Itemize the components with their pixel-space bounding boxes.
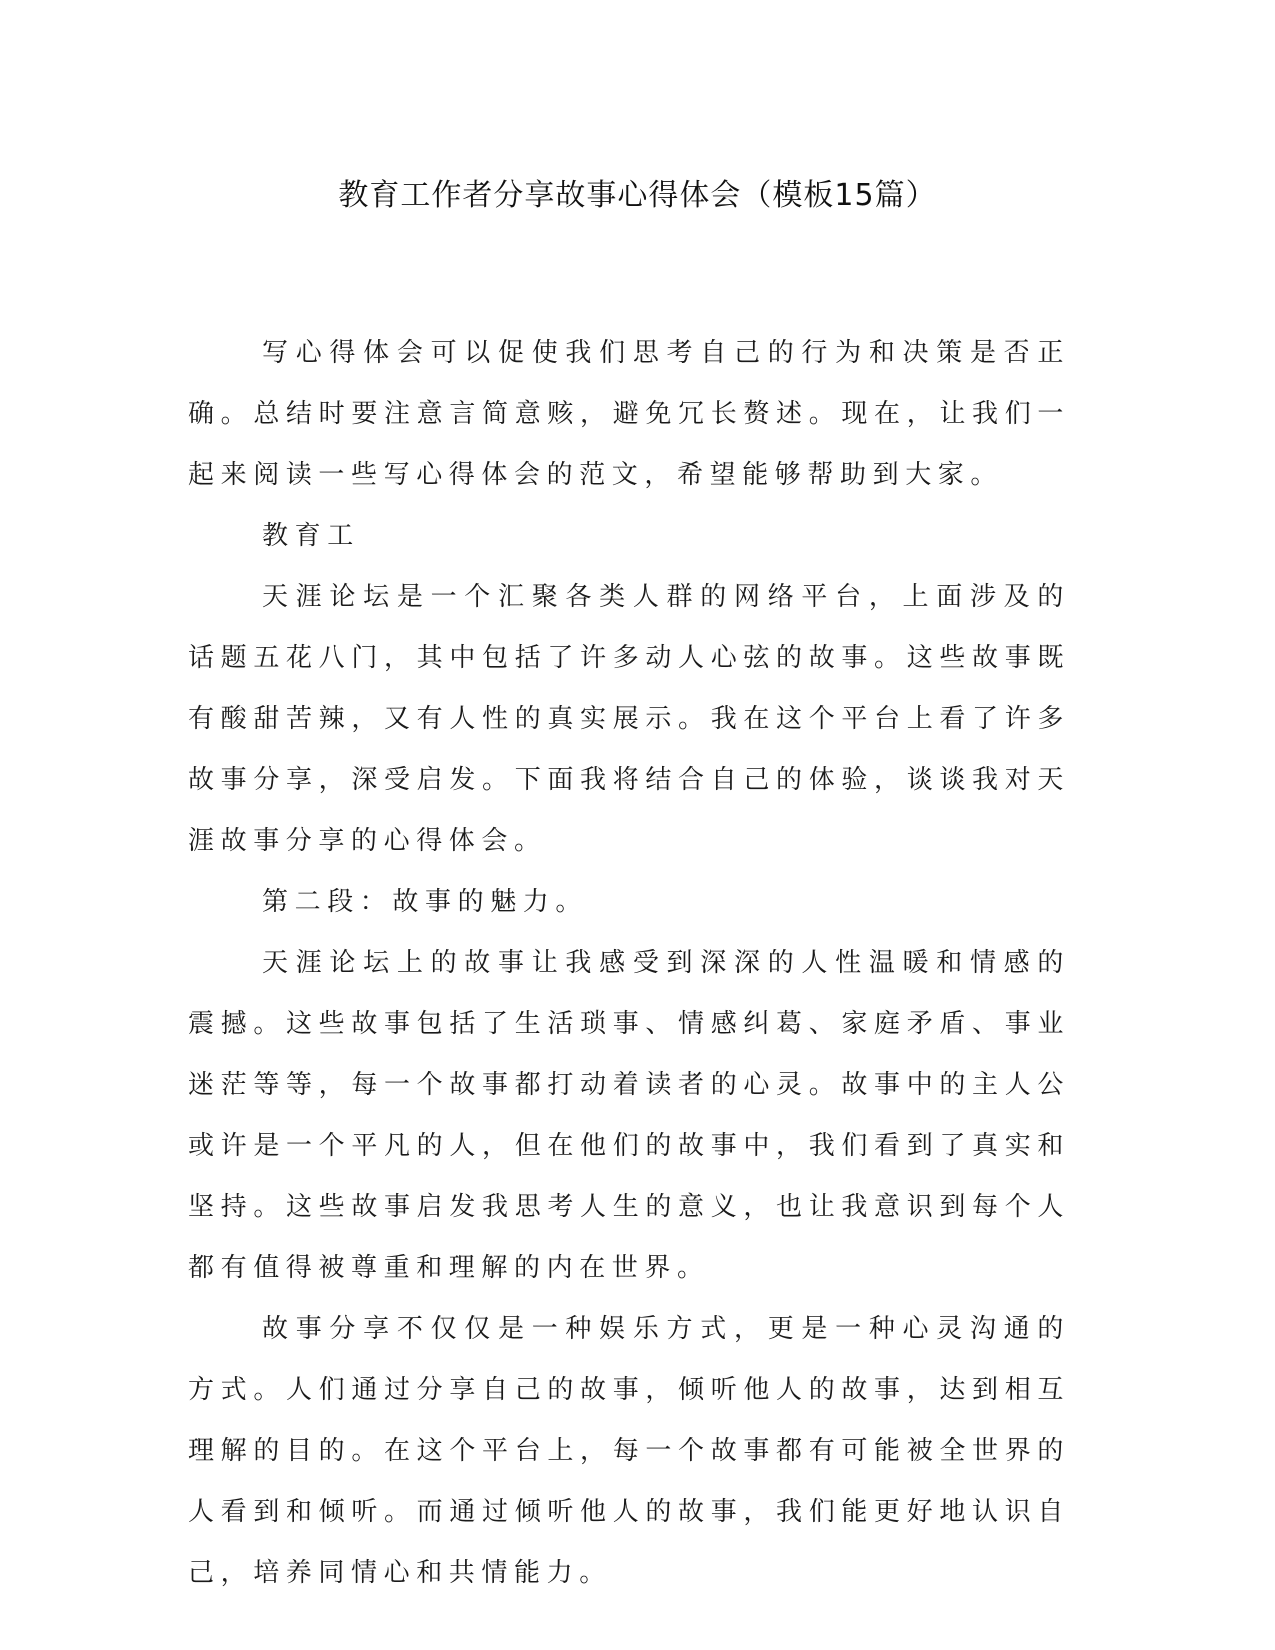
paragraph-section-two-heading: 第二段：故事的魅力。 — [262, 887, 589, 917]
paragraph-heading-fragment: 教育工 — [262, 521, 360, 551]
paragraph-intro: 写心得体会可以促使我们思考自己的行为和决策是否正确。总结时要注意言简意赅，避免冗长赘述。现在，让我们一起来阅读一些写心得体会的范文，希望能够帮助到大家。 — [188, 338, 1070, 490]
paragraph-tianya-intro: 天涯论坛是一个汇聚各类人群的网络平台，上面涉及的话题五花八门，其中包括了许多动人心弦的故事。这些故事既有酸甜苦辣，又有人性的真实展示。我在这个平台上看了许多故事分享，深受启发。下面我将结合自己的体验，谈谈我对天涯故事分享的心得体会。 — [188, 582, 1070, 856]
document-body — [188, 323, 1070, 1604]
paragraph-story-sharing: 故事分享不仅仅是一种娱乐方式，更是一种心灵沟通的方式。人们通过分享自己的故事，倾听他人的故事，达到相互理解的目的。在这个平台上，每一个故事都有可能被全世界的人看到和倾听。而通过倾听他人的故事，我们能更好地认识自己，培养同情心和共情能力。 — [188, 1314, 1070, 1588]
document-title: 教育工作者分享故事心得体会（模板15篇） — [338, 178, 937, 213]
paragraph-story-charm: 天涯论坛上的故事让我感受到深深的人性温暖和情感的震撼。这些故事包括了生活琐事、情感纠葛、家庭矛盾、事业迷茫等等，每一个故事都打动着读者的心灵。故事中的主人公或许是一个平凡的人，但在他们的故事中，我们看到了真实和坚持。这些故事启发我思考人生的意义，也让我意识到每个人都有值得被尊重和理解的内在世界。 — [188, 948, 1070, 1283]
